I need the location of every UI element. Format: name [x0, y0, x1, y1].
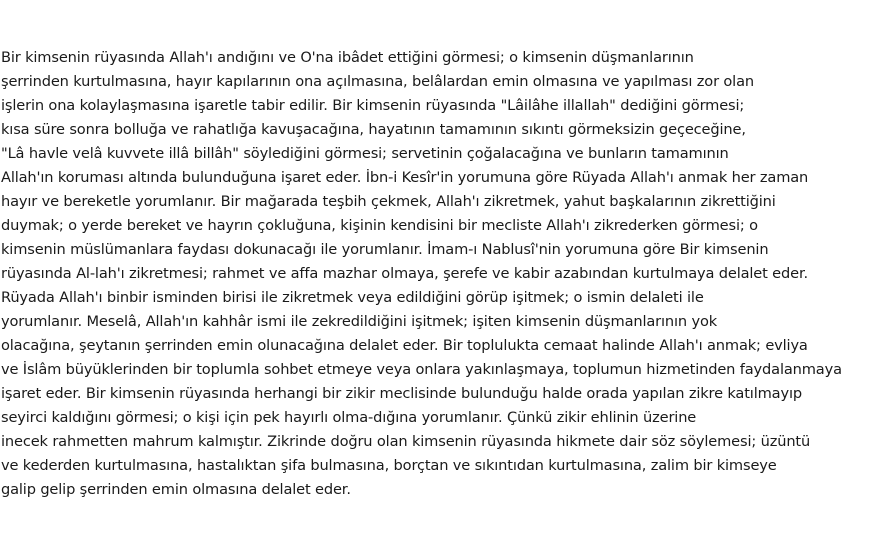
text-line: inecek rahmetten mahrum kalmıştır. Zikrinde doğru olan kimsenin rüyasında hikmete dair söz söylemesi; üzüntü: [1, 433, 811, 450]
text-line: yorumlanır. Meselâ, Allah'ın kahhâr ismi ile zekredildiğini işitmek; işiten kimsenin düşmanlarının yok: [1, 313, 718, 330]
text-line: hayır ve bereketle yorumlanır. Bir mağarada teşbih çekmek, Allah'ı zikretmek, yahut başkalarının zikrettiğini: [1, 193, 776, 210]
text-line: olacağına, şeytanın şerrinden emin olunacağına delalet eder. Bir toplulukta cemaat halinde Allah'ı anmak; evliya: [1, 337, 808, 354]
text-line: kısa süre sonra bolluğa ve rahatlığa kavuşacağına, hayatının tamamının sıkıntı görmeksizin geçeceğine,: [1, 121, 746, 138]
article-text: [1, 46, 877, 502]
text-line: Bir kimsenin rüyasında Allah'ı andığını ve O'na ibâdet ettiğini görmesi; o kimsenin düşmanlarının: [1, 49, 694, 66]
text-line: ve kederden kurtulmasına, hastalıktan şifa bulmasına, borçtan ve sıkıntıdan kurtulmasına, zalim bir kimseye: [1, 457, 777, 474]
text-line: şerrinden kurtulmasına, hayır kapılarının ona açılmasına, belâlardan emin olmasına ve yapılması zor olan: [1, 73, 754, 90]
text-line: Allah'ın koruması altında bulunduğuna işaret eder. İbn-i Kesîr'in yorumuna göre Rüyada Allah'ı anmak her zaman: [1, 169, 809, 186]
text-line: işlerin ona kolaylaşmasına işaretle tabir edilir. Bir kimsenin rüyasında "Lâilâhe illallah" dediğini görmesi;: [1, 97, 745, 114]
text-line: rüyasında Al-lah'ı zikretmesi; rahmet ve affa mazhar olmaya, şerefe ve kabir azabından kurtulmaya delalet eder.: [1, 265, 808, 282]
text-line: işaret eder. Bir kimsenin rüyasında herhangi bir zikir meclisinde bulunduğu halde orada yapılan zikre katılmayıp: [1, 385, 802, 402]
text-line: kimsenin müslümanlara faydası dokunacağı ile yorumlanır. İmam-ı Nablusî'nin yorumuna göre Bir kimsenin: [1, 241, 769, 258]
text-line: galip gelip şerrinden emin olmasına delalet eder.: [1, 481, 351, 498]
text-line: seyirci kaldığını görmesi; o kişi için pek hayırlı olma-dığına yorumlanır. Çünkü zikir ehlinin üzerine: [1, 409, 697, 426]
text-line: ve İslâm büyüklerinden bir toplumla sohbet etmeye veya onlara yakınlaşmaya, toplumun hizmetinden faydalanmaya: [1, 361, 842, 378]
text-line: "Lâ havle velâ kuvvete illâ billâh" söylediğini görmesi; servetinin çoğalacağına ve bunların tamamının: [1, 145, 729, 162]
text-line: duymak; o yerde bereket ve hayrın çokluğuna, kişinin kendisini bir mecliste Allah'ı zikrederken görmesi; o: [1, 217, 758, 234]
text-line: Rüyada Allah'ı binbir isminden birisi ile zikretmek veya edildiğini görüp işitmek; o ismin delaleti ile: [1, 289, 704, 306]
